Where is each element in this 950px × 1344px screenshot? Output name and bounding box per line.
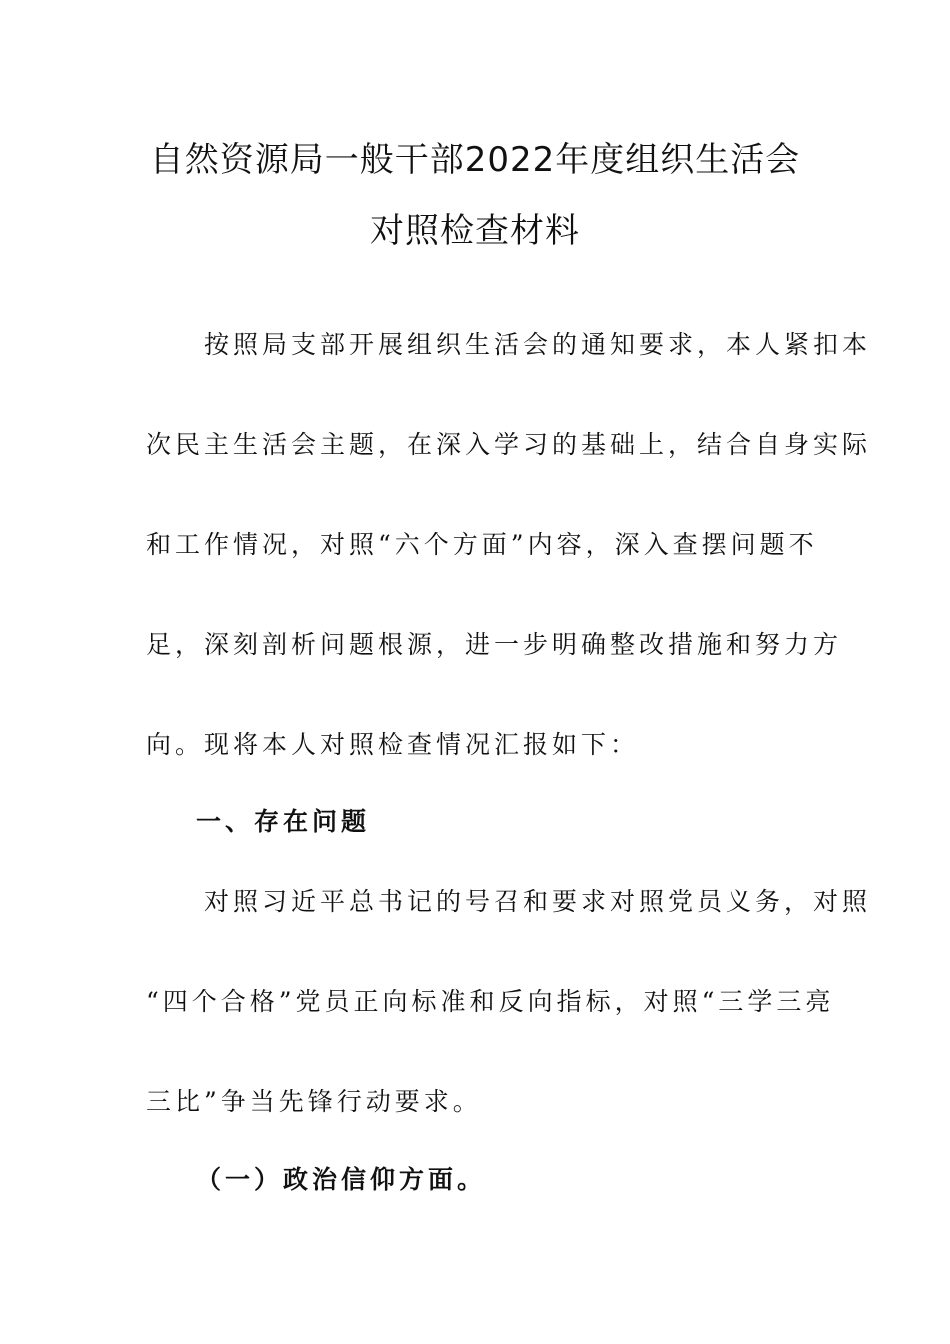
document-title-line-1: 自然资源局一般干部2022年度组织生活会 xyxy=(149,140,801,180)
subsection-heading: （一）政治信仰方面。 xyxy=(196,1165,487,1194)
paragraph-line: 次民主生活会主题，在深入学习的基础上，结合自身实际 xyxy=(146,430,872,459)
section-heading: 一、存在问题 xyxy=(196,807,371,836)
paragraph-line: 三比”争当先锋行动要求。 xyxy=(146,1087,482,1116)
paragraph-line: 向。现将本人对照检查情况汇报如下： xyxy=(146,730,640,759)
paragraph-line: “四个合格”党员正向标准和反向指标，对照“三学三亮 xyxy=(146,987,835,1016)
paragraph-line: 按照局支部开展组织生活会的通知要求，本人紧扣本 xyxy=(146,330,872,359)
paragraph-line: 和工作情况，对照“六个方面”内容，深入查摆问题不 xyxy=(146,530,818,559)
document-title-line-2: 对照检查材料 xyxy=(370,211,580,251)
paragraph-line: 对照习近平总书记的号召和要求对照党员义务，对照 xyxy=(146,887,872,916)
paragraph-line: 足，深刻剖析问题根源，进一步明确整改措施和努力方 xyxy=(146,630,843,659)
